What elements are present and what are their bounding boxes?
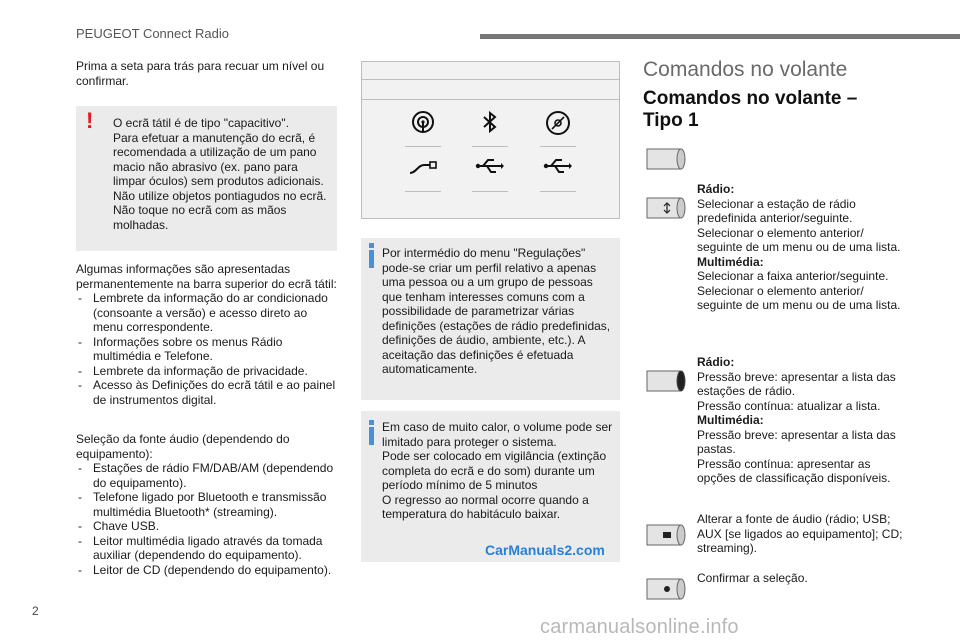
control-line: Selecionar a faixa anterior/seguinte. xyxy=(697,269,889,283)
warning-note xyxy=(76,106,337,251)
thumbwheel-press-icon xyxy=(643,368,689,394)
heat-note-line: O regresso ao normal ocorre quando a temperatura do habitáculo baixar. xyxy=(382,492,589,521)
list-item: - Chave USB. xyxy=(76,519,338,534)
control-line: Pressão breve: apresentar a lista das pastas. xyxy=(697,427,896,456)
watermark: carmanualsonline.info xyxy=(540,616,739,638)
topbar-info-intro: Algumas informações são apresentadas permanentemente na barra superior do ecrã tátil: xyxy=(76,262,337,291)
list-item: - Telefone ligado por Bluetooth e transmissão multimédia Bluetooth* (streaming). xyxy=(76,490,338,519)
intro-paragraph: Prima a seta para trás para recuar um nível ou confirmar. xyxy=(76,59,325,88)
warning-line: Não toque no ecrã com as mãos molhadas. xyxy=(113,203,287,232)
steering-control-knob-icon xyxy=(643,146,689,172)
control-description-3 xyxy=(697,512,909,556)
control-line: Selecionar o elemento anterior/ seguinte de um menu ou de uma lista. xyxy=(697,225,901,254)
subsection-title: Comandos no volante – Tipo 1 xyxy=(643,88,858,131)
usb-icon xyxy=(540,155,576,185)
control-line: Confirmar a seleção. xyxy=(697,571,808,585)
touchscreen-source-illustration xyxy=(361,61,620,219)
heat-note-line: Pode ser colocado em vigilância (extinção completa do ecrã e do som) durante um período mínimo de 5 minutos xyxy=(382,449,607,492)
control-line: Pressão contínua: apresentar as opções de classificação disponíveis. xyxy=(697,456,891,485)
source-button-icon xyxy=(643,522,689,548)
profile-info-text: Por intermédio do menu "Regulações" pode-se criar um perfil relativo a apenas uma pessoa ou a um grupo de pessoas que tenham interesses comuns com a possibilidade de parametrizar várias definições (estações de rádio predefinidas, definições de áudio, ambiente, etc.). A aceitação das definições é efetuada automaticamente. xyxy=(382,246,611,376)
aux-cable-icon xyxy=(405,155,441,185)
control-heading: Rádio: xyxy=(697,182,735,196)
podcast-icon xyxy=(405,110,441,140)
carmanuals-logo: CarManuals2.com xyxy=(485,542,605,558)
thumbwheel-next-prev-icon xyxy=(643,195,689,221)
list-item: - Leitor de CD (dependendo do equipamento). xyxy=(76,563,338,578)
audio-source-block xyxy=(76,432,338,577)
control-heading: Multimédia: xyxy=(697,413,764,427)
warning-line: Não utilize objetos pontiagudos no ecrã. xyxy=(113,188,327,203)
warning-line: O ecrã tátil é de tipo "capacitivo". xyxy=(113,116,289,130)
list-item: - Informações sobre os menus Rádio multimédia e Telefone. xyxy=(76,335,338,364)
control-heading: Rádio: xyxy=(697,355,735,369)
screen-divider xyxy=(362,99,619,100)
info-marker-icon xyxy=(369,427,374,445)
control-line: Alterar a fonte de áudio (rádio; USB; AUX [se ligados ao equipamento]; CD; streaming). xyxy=(697,512,903,555)
control-line: Selecionar o elemento anterior/ seguinte de um menu ou de uma lista. xyxy=(697,283,901,312)
list-item: - Lembrete da informação de privacidade. xyxy=(76,364,338,379)
header-bar xyxy=(480,34,960,39)
confirm-button-icon xyxy=(643,576,689,602)
page-number: 2 xyxy=(32,604,39,618)
control-line: Pressão breve: apresentar a lista das estações de rádio. xyxy=(697,369,896,398)
warning-exclamation-icon: ! xyxy=(86,108,94,133)
control-heading: Multimédia: xyxy=(697,254,764,269)
list-item: - Estações de rádio FM/DAB/AM (dependendo do equipamento). xyxy=(76,461,338,490)
screen-divider xyxy=(362,79,619,80)
running-header: PEUGEOT Connect Radio xyxy=(76,26,229,41)
control-description-4 xyxy=(697,571,909,586)
section-title: Comandos no volante xyxy=(643,58,848,81)
profile-info-note xyxy=(361,238,620,400)
control-description-2 xyxy=(697,355,909,486)
control-line: Selecionar a estação de rádio predefinida anterior/seguinte. xyxy=(697,196,856,225)
topbar-info-block xyxy=(76,262,338,407)
control-line: Pressão contínua: atualizar a lista. xyxy=(697,398,881,413)
heat-note-line: Em caso de muito calor, o volume pode ser limitado para proteger o sistema. xyxy=(382,420,613,449)
warning-line: Para efetuar a manutenção do ecrã, é recomendada a utilização de um pano macio não abrasivo (ex. pano para limpar óculos) sem produtos adicionais. xyxy=(113,130,324,188)
list-item: - Lembrete da informação do ar condicionado (consoante a versão) e acesso direto ao menu correspondente. xyxy=(76,291,338,335)
list-item: - Acesso às Definições do ecrã tátil e ao painel de instrumentos digital. xyxy=(76,378,338,407)
info-marker-icon xyxy=(369,250,374,268)
bluetooth-icon xyxy=(472,110,508,140)
usb-icon xyxy=(472,155,508,185)
control-description-1 xyxy=(697,182,909,313)
cd-icon xyxy=(540,110,576,140)
list-item: - Leitor multimédia ligado através da tomada auxiliar (dependendo do equipamento). xyxy=(76,534,338,563)
audio-source-intro: Seleção da fonte áudio (dependendo do equipamento): xyxy=(76,432,290,461)
heat-info-note xyxy=(361,411,620,562)
